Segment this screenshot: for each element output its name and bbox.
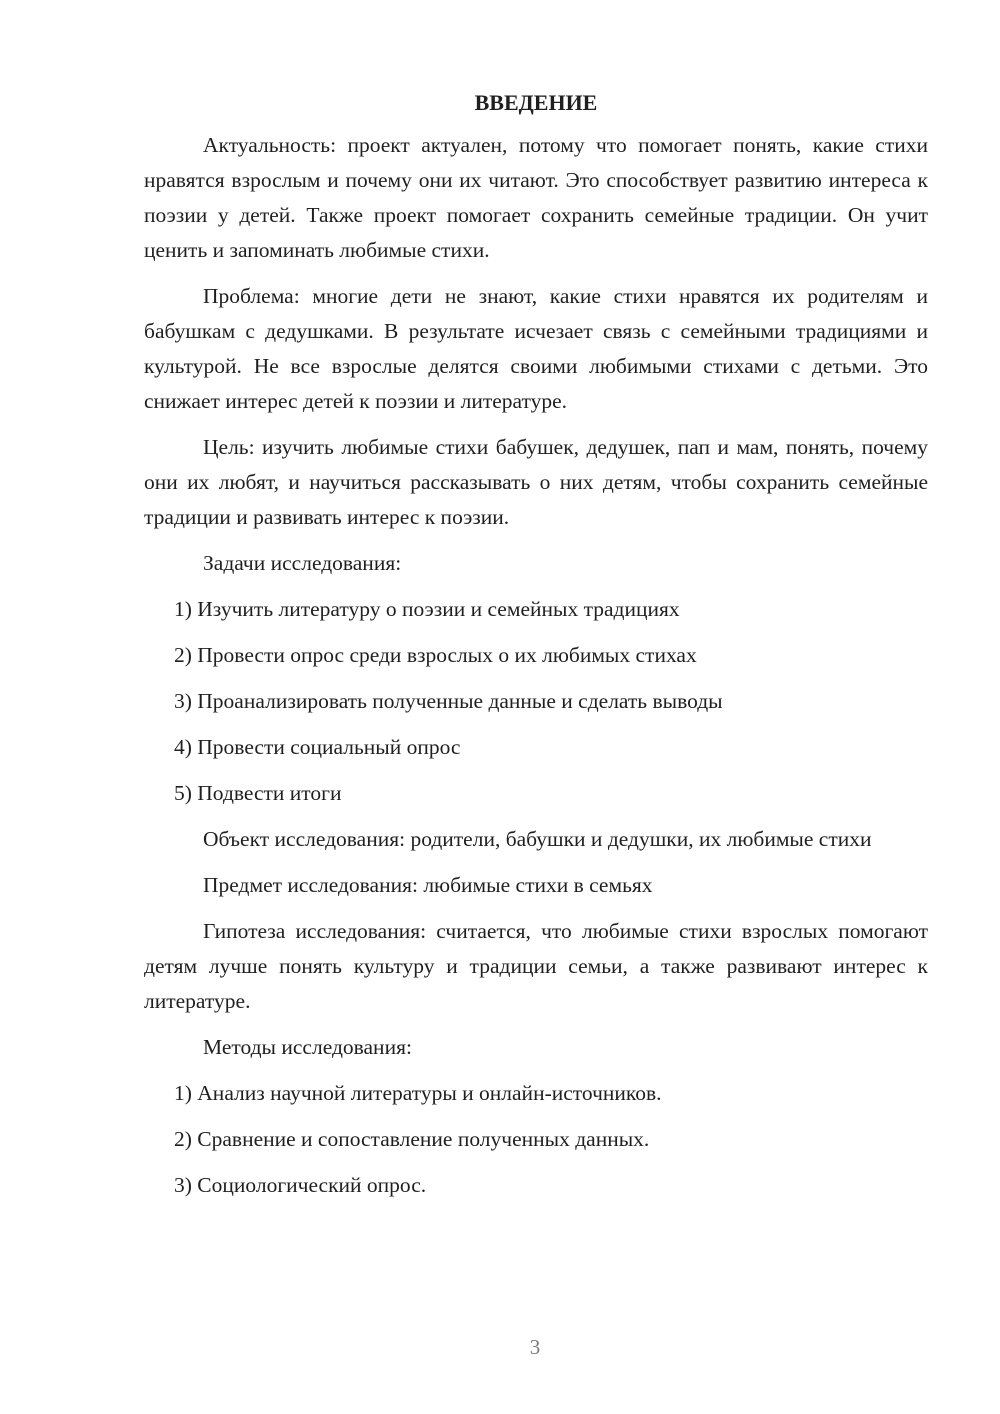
list-item: 3) Проанализировать полученные данные и сделать выводы [174, 689, 723, 713]
object-paragraph: Объект исследования: родители, бабушки и дедушки, их любимые стихи [203, 827, 872, 851]
goal-paragraph: Цель: изучить любимые стихи бабушек, дедушек, пап и мам, понять, почему они их любят, и научиться рассказывать о них детям, чтобы сохранить семейные традиции и развивать интерес к поэзии. [144, 435, 928, 529]
hypothesis-paragraph: Гипотеза исследования: считается, что любимые стихи взрослых помогают детям лучше понять культуру и традиции семьи, а также развивают интерес к литературе. [144, 919, 928, 1013]
methods-heading: Методы исследования: [203, 1035, 412, 1059]
list-item: 1) Анализ научной литературы и онлайн-источников. [174, 1081, 662, 1105]
tasks-list [144, 592, 928, 811]
list-item: 5) Подвести итоги [174, 781, 342, 805]
page-content [144, 90, 928, 1214]
list-item: 1) Изучить литературу о поэзии и семейных традициях [174, 597, 680, 621]
list-item: 4) Провести социальный опрос [174, 735, 461, 759]
tasks-heading: Задачи исследования: [203, 551, 402, 575]
page-number: 3 [529, 1335, 541, 1359]
list-item: 3) Социологический опрос. [174, 1173, 427, 1197]
page-title: ВВЕДЕНИЕ [474, 90, 598, 115]
list-item: 2) Сравнение и сопоставление полученных данных. [174, 1127, 650, 1151]
list-item: 2) Провести опрос среди взрослых о их любимых стихах [174, 643, 697, 667]
subject-paragraph: Предмет исследования: любимые стихи в семьях [203, 873, 653, 897]
relevance-paragraph: Актуальность: проект актуален, потому что помогает понять, какие стихи нравятся взрослым и почему они их читают. Это способствует развитию интереса к поэзии у детей. Также проект помогает сохранить семейные традиции. Он учит ценить и запоминать любимые стихи. [144, 133, 928, 262]
problem-paragraph: Проблема: многие дети не знают, какие стихи нравятся их родителям и бабушкам с дедушками. В результате исчезает связь с семейными традициями и культурой. Не все взрослые делятся своими любимыми стихами с детьми. Это снижает интерес детей к поэзии и литературе. [144, 284, 928, 413]
methods-list [144, 1076, 928, 1203]
